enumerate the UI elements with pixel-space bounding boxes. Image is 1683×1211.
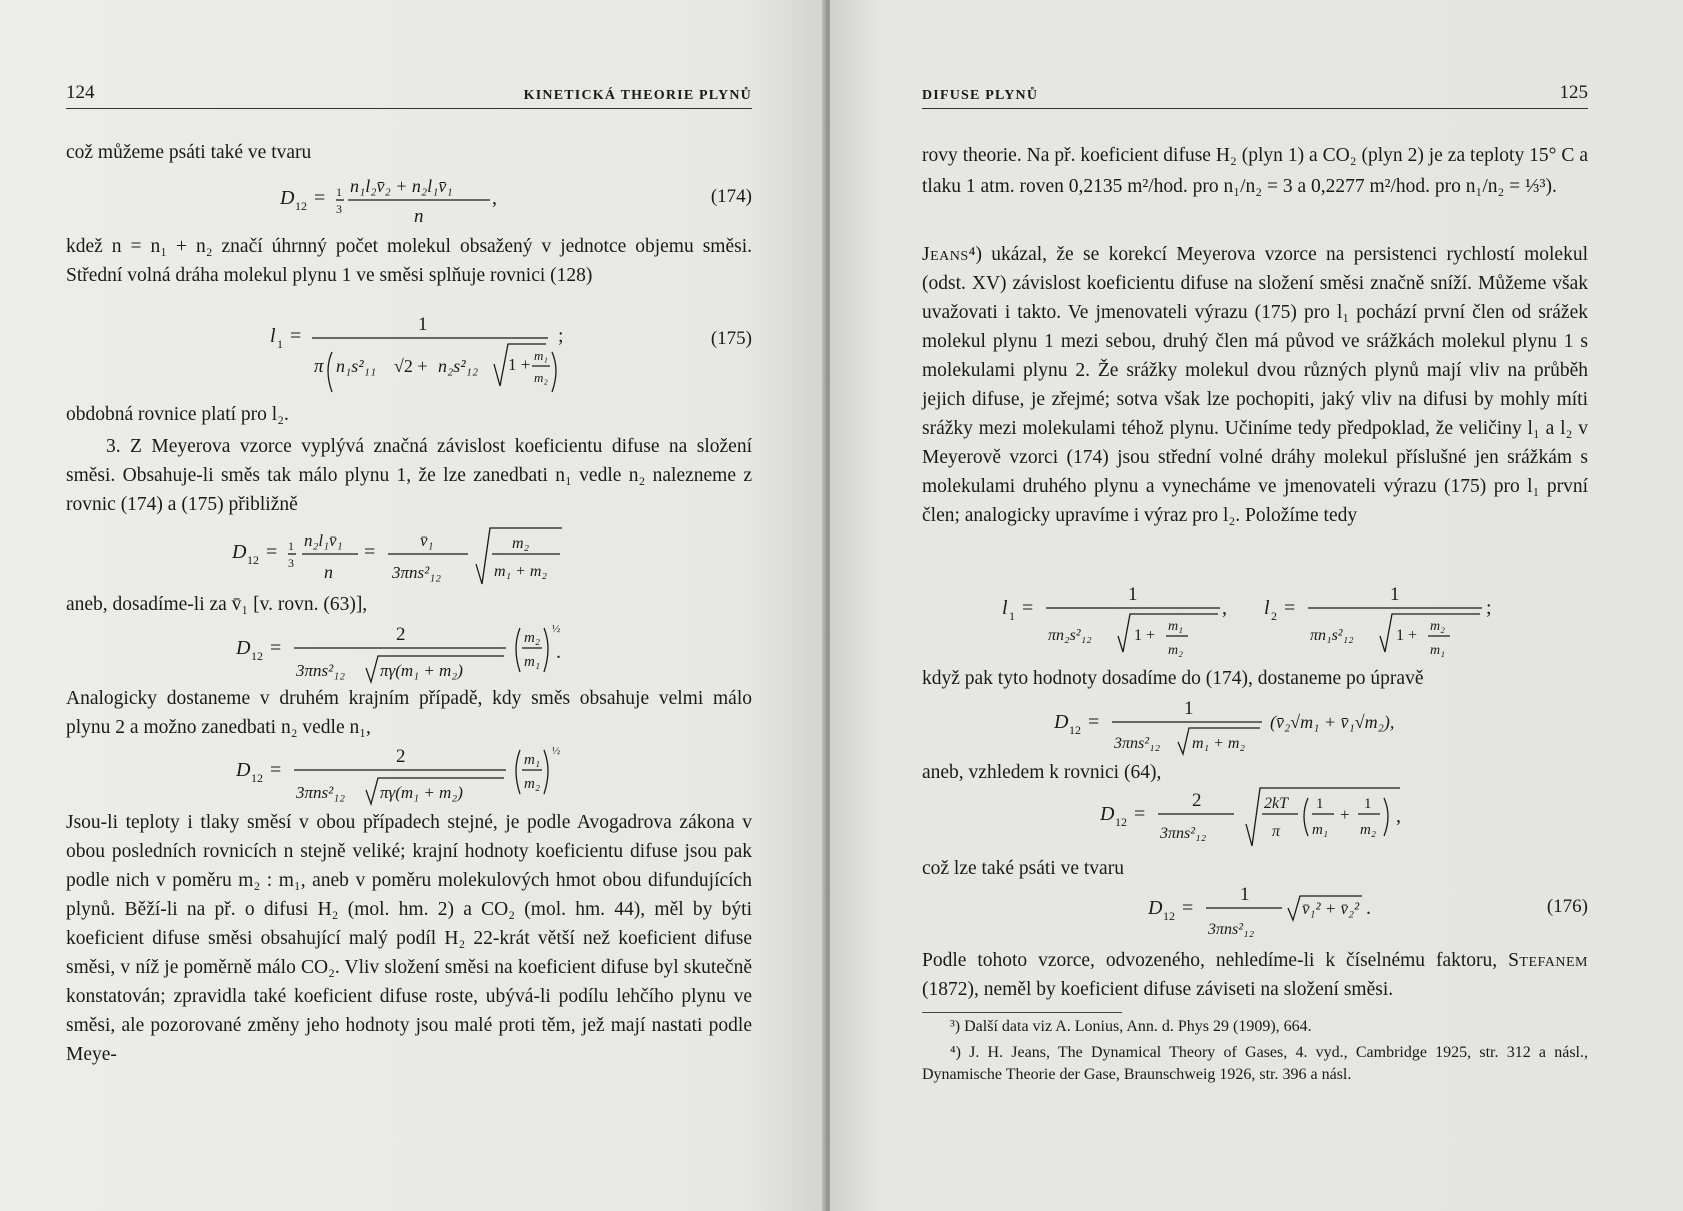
svg-text:=: =	[314, 187, 326, 209]
svg-text:½: ½	[552, 623, 561, 635]
svg-text:n₁s²₁₁: n₁s²₁₁	[336, 356, 377, 376]
svg-text:=: =	[1134, 803, 1146, 825]
svg-text:n: n	[324, 562, 333, 582]
svg-text:=: =	[1022, 597, 1034, 619]
svg-text:m₂: m₂	[524, 776, 541, 792]
svg-text:1 +: 1 +	[1396, 627, 1418, 644]
stefanem-name: Stefanem	[1508, 950, 1588, 971]
svg-text:=: =	[1284, 597, 1296, 619]
svg-text:2: 2	[396, 746, 406, 767]
footnote-rule	[922, 1012, 1122, 1013]
left-paragraph-3: obdobná rovnice platí pro l₂.	[66, 404, 289, 425]
left-paragraph-1: což můžeme psáti také ve tvaru	[66, 142, 312, 163]
svg-text:=: =	[290, 325, 302, 347]
page-number-right: 125	[1559, 82, 1588, 103]
svg-text:D: D	[1100, 803, 1115, 825]
svg-text:,: ,	[1396, 805, 1401, 827]
svg-text:π: π	[314, 356, 324, 377]
svg-text:=: =	[270, 637, 282, 659]
footnote-3: ³) Další data viz A. Lonius, Ann. d. Phys 29 (1909), 664.	[950, 1018, 1312, 1035]
equation-substitution	[1054, 694, 1494, 758]
svg-text:m₂: m₂	[1360, 822, 1377, 838]
svg-text:½: ½	[552, 745, 561, 757]
svg-text:;: ;	[558, 325, 564, 347]
right-paragraph-3: když pak tyto hodnoty dosadíme do (174), dostaneme po úpravě	[922, 668, 1424, 689]
svg-text:m₂: m₂	[512, 535, 530, 552]
svg-text:1: 1	[418, 314, 428, 335]
svg-text:3: 3	[288, 556, 294, 570]
equation-175-label: (175)	[710, 328, 752, 349]
svg-text:D: D	[280, 187, 295, 209]
svg-text:(v̄₂√m₁ + v̄₁√m₂),: (v̄₂√m₁ + v̄₁√m₂),	[1270, 712, 1395, 732]
svg-text:v̄₁² + v̄₂²: v̄₁² + v̄₂²	[1302, 899, 1360, 918]
right-paragraph-6b: (1872), neměl by koeficient difuse záviseti na složení směsi.	[922, 979, 1394, 1000]
svg-text:m₁: m₁	[524, 752, 541, 768]
svg-text:l: l	[1002, 597, 1008, 619]
svg-text:m₂: m₂	[524, 630, 541, 646]
svg-text:1: 1	[1240, 884, 1250, 905]
right-header	[922, 82, 1588, 109]
svg-text:;: ;	[1486, 597, 1492, 619]
equation-approx	[232, 524, 602, 586]
svg-text:v̄₁: v̄₁	[420, 531, 434, 550]
equation-176-label: (176)	[1546, 896, 1588, 917]
svg-text:1: 1	[1128, 584, 1138, 605]
svg-text:1: 1	[1390, 584, 1400, 605]
svg-text:n₂s²₁₂: n₂s²₁₂	[438, 356, 479, 376]
left-paragraph-2: kdež n = n₁ + n₂ značí úhrnný počet molekul obsažený v jednotce objemu směsi. Střední volná dráha molekul plynu 1 ve směsi splňuje rovnici (128)	[66, 236, 752, 286]
svg-text:l: l	[270, 325, 276, 347]
right-paragraph-5: což lze také psáti ve tvaru	[922, 858, 1124, 879]
svg-text:π: π	[1272, 823, 1281, 840]
svg-text:n: n	[414, 206, 424, 227]
svg-text:2: 2	[1271, 609, 1277, 623]
left-page	[0, 0, 826, 1211]
right-paragraph-6	[922, 946, 1588, 1004]
right-paragraph-2	[922, 240, 1588, 530]
equation-rovnice-64	[1100, 782, 1440, 852]
svg-text:3πns²₁₂: 3πns²₁₂	[1160, 825, 1207, 842]
svg-text:πγ(m₁ + m₂): πγ(m₁ + m₂)	[380, 661, 463, 680]
footnote-4: ⁴) J. H. Jeans, The Dynamical Theory of Gases, 4. vyd., Cambridge 1925, str. 312 a násl., Dynamische Theorie der Gase, Braunschweig 1926, str. 396 a násl.	[922, 1044, 1588, 1083]
svg-text:.: .	[556, 641, 561, 663]
svg-text:,: ,	[1222, 597, 1227, 619]
svg-text:m₁: m₁	[524, 654, 541, 670]
svg-text:3πns²₁₂: 3πns²₁₂	[1208, 921, 1255, 938]
svg-text:+: +	[1340, 805, 1350, 824]
svg-text:πn₂s²₁₂: πn₂s²₁₂	[1048, 627, 1092, 644]
svg-text:3πns²₁₂: 3πns²₁₂	[296, 783, 346, 802]
svg-text:1 +: 1 +	[1134, 627, 1156, 644]
svg-text:1: 1	[1009, 609, 1015, 623]
equation-v1	[236, 618, 576, 688]
svg-text:=: =	[364, 541, 376, 563]
svg-text:m₁ + m₂: m₁ + m₂	[1192, 735, 1246, 752]
equation-176	[1148, 880, 1428, 942]
svg-text:n₂l₁v̄₁: n₂l₁v̄₁	[304, 531, 343, 550]
svg-text:12: 12	[247, 553, 259, 567]
svg-text:=: =	[1088, 711, 1100, 733]
svg-text:1: 1	[336, 185, 342, 199]
svg-text:=: =	[1182, 897, 1194, 919]
jeans-name: Jeans	[922, 244, 969, 265]
equation-v2	[236, 740, 576, 810]
svg-text:3πns²₁₂: 3πns²₁₂	[296, 661, 346, 680]
right-paragraph-6a: Podle tohoto vzorce, odvozeného, nehledíme-li k číselnému faktoru,	[922, 950, 1509, 971]
svg-text:12: 12	[1163, 909, 1175, 923]
left-header	[66, 82, 752, 109]
svg-text:.: .	[1366, 897, 1371, 919]
equation-175	[270, 312, 570, 404]
equation-174	[280, 170, 520, 228]
svg-text:,: ,	[492, 187, 497, 209]
svg-text:m₁: m₁	[1312, 822, 1329, 838]
svg-text:1: 1	[1364, 796, 1372, 812]
svg-text:D: D	[232, 541, 247, 563]
svg-text:1: 1	[1184, 698, 1194, 719]
svg-text:πn₁s²₁₂: πn₁s²₁₂	[1310, 627, 1354, 644]
svg-text:m₁: m₁	[534, 348, 548, 363]
left-paragraph-7: Jsou-li teploty i tlaky směsí v obou případech stejné, je podle Avogadrova zákona v obou posledních rovnicích n stejně veliké; krajní hodnoty koeficientu difuse jsou pak podle nich v poměru m₂ : m₁, aneb v poměru molekulových hmot obou difundujících plynů. Běží-li na př. o difusi H₂ (mol. hm. 2) a CO₂ (mol. hm. 44), měl by býti koeficient difuse směsi obsahující malý podíl H₂ 22-krát větší než koeficient difuse směsi, v níž je poměrně málo CO₂. Vliv složení směsi na koeficient difuse byl skutečně konstatován; zpravidla také koeficient difuse roste, ubývá-li podílu lehčího plynu ve směsi, ale pozorované změny jeho hodnoty jsou malé proti těm, jež mají nastati podle Meye-	[66, 812, 752, 1065]
svg-text:n₁l₂v̄₂ + n₂l₁v̄₁: n₁l₂v̄₂ + n₂l₁v̄₁	[350, 176, 453, 196]
svg-text:m₂: m₂	[534, 370, 548, 385]
svg-text:2: 2	[396, 624, 406, 645]
svg-text:m₂: m₂	[1430, 619, 1445, 634]
svg-text:D: D	[236, 759, 251, 781]
svg-text:l: l	[1264, 597, 1270, 619]
left-paragraph-6: Analogicky dostaneme v druhém krajním případě, kdy směs obsahuje velmi málo plynu 2 a možno zanedbati n₂ vedle n₁,	[66, 688, 752, 738]
svg-text:12: 12	[295, 199, 307, 213]
running-title-left: KINETICKÁ THEORIE PLYNŮ	[523, 88, 752, 103]
svg-text:m₁: m₁	[1168, 619, 1183, 634]
svg-text:=: =	[270, 759, 282, 781]
right-paragraph-4: aneb, vzhledem k rovnici (64),	[922, 762, 1162, 783]
svg-text:D: D	[1054, 711, 1069, 733]
left-paragraph-4: 3. Z Meyerova vzorce vyplývá značná závislost koeficientu difuse na složení směsi. Obsahuje-li směs tak málo plynu 1, že lze zanedbati n₁ vedle n₂ nalezneme z rovnic (174) a (175) přibližně	[66, 436, 752, 515]
svg-text:πγ(m₁ + m₂): πγ(m₁ + m₂)	[380, 783, 463, 802]
right-paragraph-1: rovy theorie. Na př. koeficient difuse H₂ (plyn 1) a CO₂ (plyn 2) je za teploty 15° C a tlaku 1 atm. roven 0,2135 m²/hod. pro n₁/n₂ = 3 a 0,2277 m²/hod. pro n₁/n₂ = ⅓³).	[922, 145, 1588, 197]
svg-text:2kT: 2kT	[1264, 795, 1288, 812]
svg-text:m₁ + m₂: m₁ + m₂	[494, 563, 548, 580]
right-page	[830, 0, 1683, 1211]
running-title-right: DIFUSE PLYNŮ	[922, 88, 1039, 103]
svg-text:√2 +: √2 +	[394, 356, 428, 376]
svg-text:D: D	[1148, 897, 1163, 919]
svg-text:12: 12	[1069, 723, 1081, 737]
equation-174-label: (174)	[710, 186, 752, 207]
svg-text:D: D	[236, 637, 251, 659]
left-paragraph-5: aneb, dosadíme-li za v̄₁ [v. rovn. (63)],	[66, 594, 368, 615]
equation-l1-l2	[1002, 580, 1562, 660]
page-number-left: 124	[66, 82, 95, 103]
svg-text:1: 1	[288, 539, 294, 553]
svg-text:2: 2	[1192, 790, 1202, 811]
svg-text:1: 1	[277, 337, 283, 351]
svg-text:3πns²₁₂: 3πns²₁₂	[1114, 735, 1161, 752]
svg-text:12: 12	[1115, 815, 1127, 829]
svg-text:=: =	[266, 541, 278, 563]
svg-text:1: 1	[1316, 796, 1324, 812]
svg-text:m₂: m₂	[1168, 643, 1183, 658]
svg-text:m₁: m₁	[1430, 643, 1445, 658]
svg-text:3πns²₁₂: 3πns²₁₂	[392, 563, 442, 582]
right-paragraph-2-body: ⁴) ukázal, že se korekcí Meyerova vzorce na persistenci rychlostí molekul (odst. XV) závislost koeficientu difuse na složení směsi značně sníží. Můžeme však uvažovati i takto. Ve jmenovateli výrazu (175) pro l₁ pochází první člen od srážek molekul plynu 1 mezi sebou, druhý člen má původ ve srážkách molekul plynu 1 s molekulami plynu 2. Že srážky molekul dvou různých plynů mají vliv na průběh jejich difuse, je zřejmé; sotva však lze pochopiti, jaký vliv na difusi by mohly míti srážky mezi molekulami téhož plynu. Učiníme tedy předpoklad, že veličiny l₁ a l₂ v Meyerově vzorci (174) jsou střední volné dráhy molekul příslušné jen srážkám s molekulami druhého plynu a vynecháme ve jmenovateli výrazu (175) pro l₁ první člen; analogicky upravíme i výraz pro l₂. Položíme tedy	[922, 244, 1588, 526]
svg-text:1 +: 1 +	[508, 355, 531, 374]
svg-text:12: 12	[251, 771, 263, 785]
svg-text:3: 3	[336, 202, 342, 216]
svg-text:12: 12	[251, 649, 263, 663]
